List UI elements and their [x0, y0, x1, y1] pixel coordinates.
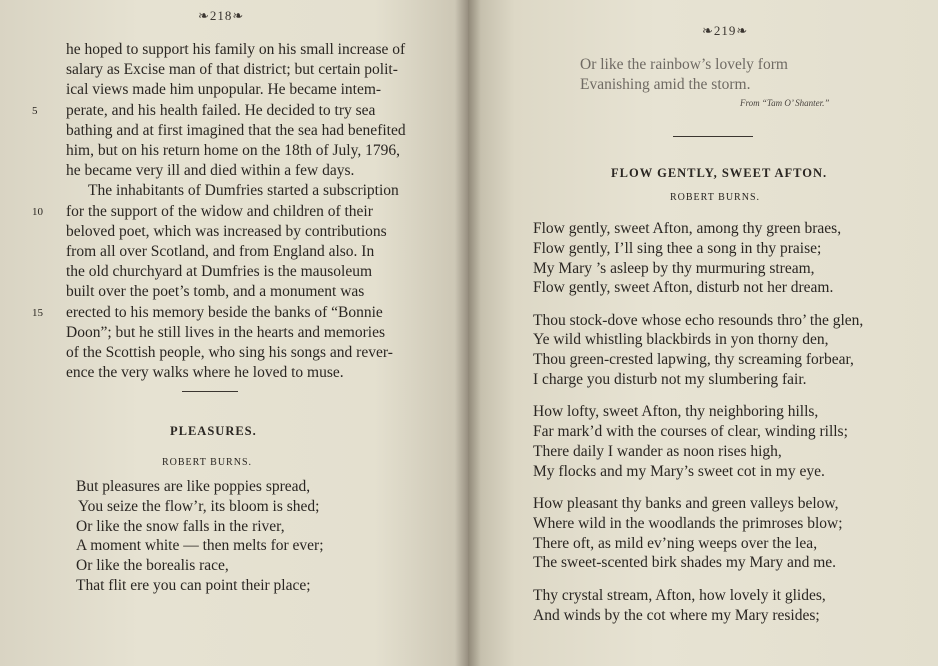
stanza [533, 402, 863, 481]
prose-line: ence the very walks where he loved to muse. [66, 364, 344, 382]
verse-line: Thy crystal stream, Afton, how lovely it glides, [533, 586, 826, 604]
prose-line: The inhabitants of Dumfries started a subscription [88, 182, 399, 200]
poem-body [533, 219, 863, 638]
poem-author: ROBERT BURNS. [162, 457, 253, 468]
prose-line: he became very ill and died within a few days. [66, 162, 355, 180]
verse-line: Thou stock-dove whose echo resounds thro’ the glen, [533, 311, 864, 329]
prose-line: ical views made him unpopular. He became intem- [66, 81, 382, 99]
verse-line: Flow gently, sweet Afton, among thy green braes, [533, 220, 842, 237]
prose-line: beloved poet, which was increased by contributions [66, 222, 387, 240]
verse-line: There oft, as mild ev’ning weeps over the lea, [533, 534, 818, 552]
prose-block [32, 40, 434, 383]
stanza [533, 586, 863, 626]
line-number: 10 [32, 205, 43, 218]
poem-source: From “Tam O’ Shanter.” [740, 98, 830, 108]
stanza [533, 219, 863, 298]
poem-author: ROBERT BURNS. [670, 192, 761, 203]
prose-line: 15 erected to his memory beside the banks of “Bonnie [66, 303, 434, 323]
line-number: 5 [32, 104, 38, 117]
verse-line: Flow gently, sweet Afton, disturb not her dream. [533, 279, 834, 297]
right-page-number: ❧219❧ [702, 23, 749, 38]
verse-line: Ye wild whistling blackbirds in yon thorny den, [533, 331, 829, 349]
prose-line: of the Scottish people, who sing his songs and rever- [66, 344, 393, 362]
prose-line: salary as Excise man of that district; but certain polit- [66, 61, 398, 79]
prose-line: he hoped to support his family on his small increase of [66, 41, 406, 58]
poem-title: PLEASURES. [170, 424, 257, 438]
prose-line: from all over Scotland, and from England also. In [66, 243, 375, 261]
verse-line: Flow gently, I’ll sing thee a song in thy praise; [533, 239, 822, 257]
section-divider [673, 136, 753, 137]
prose-line: built over the poet’s tomb, and a monument was [66, 283, 365, 301]
left-page-number: ❧218❧ [198, 8, 245, 23]
verse-line: The sweet-scented birk shades my Mary and me. [533, 554, 837, 572]
prose-line: Doon”; but he still lives in the hearts and memories [66, 323, 385, 341]
continued-verse [580, 55, 788, 95]
verse-line: Far mark’d with the courses of clear, winding rills; [533, 423, 848, 441]
verse-line: Or like the rainbow’s lovely form [580, 56, 788, 73]
prose-line: bathing and at first imagined that the sea had benefited [66, 121, 406, 139]
verse-line: How pleasant thy banks and green valleys below, [533, 495, 839, 513]
right-page [468, 0, 938, 666]
prose-line: 10 for the support of the widow and children of their [66, 202, 434, 222]
verse-line: That flit ere you can point their place; [76, 576, 311, 594]
verse-line: And winds by the cot where my Mary resides; [533, 606, 820, 624]
poem-body [76, 477, 324, 596]
verse-line: There daily I wander as noon rises high, [533, 442, 782, 460]
left-page [0, 0, 468, 666]
line-number: 15 [32, 306, 43, 319]
prose-line: 5 perate, and his health failed. He decided to try sea [66, 101, 434, 121]
book-gutter [455, 0, 481, 666]
verse-line: Or like the borealis race, [76, 557, 229, 575]
poem-title: FLOW GENTLY, SWEET AFTON. [611, 166, 828, 180]
verse-line: Evanishing amid the storm. [580, 75, 751, 93]
stanza [533, 494, 863, 573]
verse-line: You seize the flow’r, its bloom is shed; [78, 497, 320, 515]
verse-line: But pleasures are like poppies spread, [76, 478, 311, 495]
stanza [533, 311, 863, 390]
verse-line: Or like the snow falls in the river, [76, 517, 285, 535]
verse-line: My flocks and my Mary’s sweet cot in my eye. [533, 462, 825, 480]
verse-line: A moment white — then melts for ever; [76, 537, 324, 555]
verse-line: My Mary ’s asleep by thy murmuring stream, [533, 259, 815, 277]
section-divider [182, 391, 238, 392]
prose-line: him, but on his return home on the 18th of July, 1796, [66, 142, 400, 160]
verse-line: Thou green-crested lapwing, thy screaming forbear, [533, 351, 854, 369]
verse-line: How lofty, sweet Afton, thy neighboring hills, [533, 403, 819, 421]
verse-line: I charge you disturb not my slumbering fair. [533, 371, 807, 389]
prose-line: the old churchyard at Dumfries is the mausoleum [66, 263, 373, 281]
verse-line: Where wild in the woodlands the primroses blow; [533, 514, 843, 532]
